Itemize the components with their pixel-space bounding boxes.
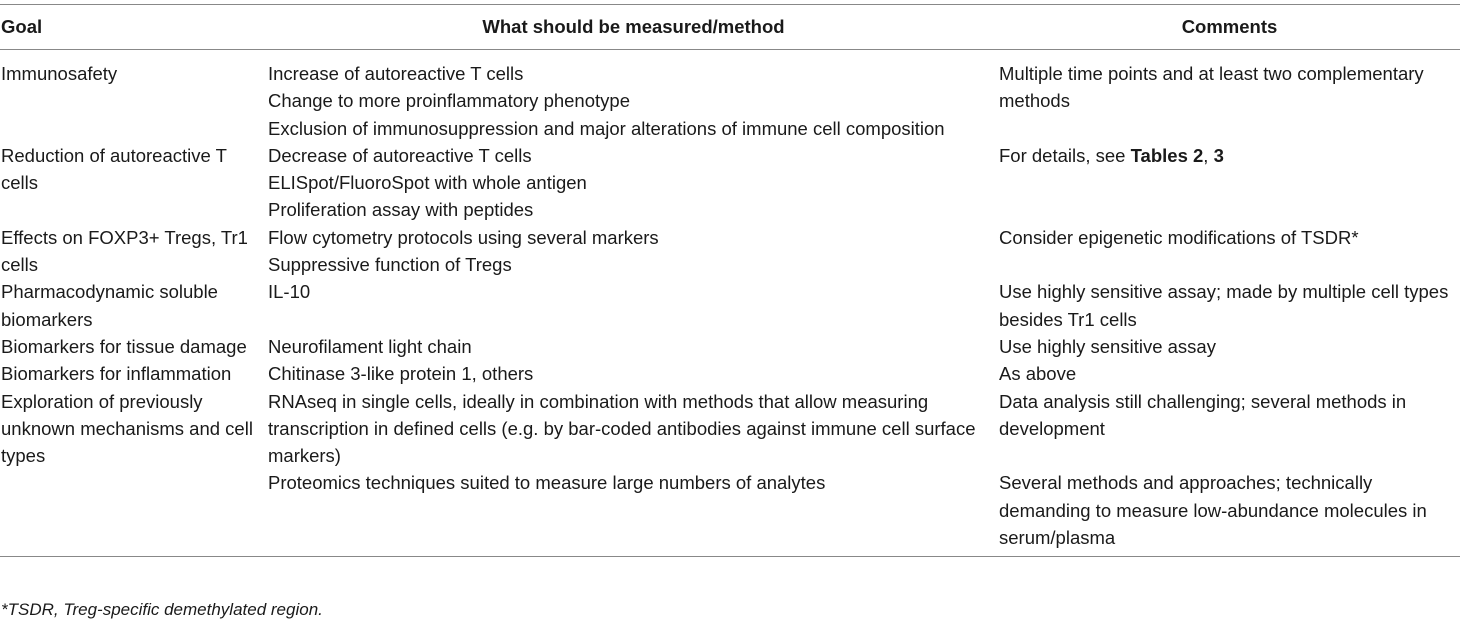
method-line: IL-10 <box>268 281 311 303</box>
method-line: Neurofilament light chain <box>268 335 472 357</box>
comment-cell: Consider epigenetic modifications of TSDR* <box>999 226 1359 248</box>
comment-cell: Multiple time points and at least two complementary methods <box>999 63 1424 112</box>
method-cell <box>268 50 999 142</box>
method-line: RNAseq in single cells, ideally in combination with methods that allow measuring transcription in defined cells (e.g. by bar-coded antibodies against immune cell surface markers) <box>268 390 976 467</box>
method-cell <box>268 333 999 360</box>
goal-cell: Reduction of autoreactive T cells <box>1 144 227 194</box>
goal-cell: Effects on FOXP3+ Tregs, Tr1 cells <box>1 226 248 276</box>
goal-cell <box>0 469 268 556</box>
table-reference-link[interactable]: 3 <box>1213 144 1224 166</box>
method-line: ELISpot/FluoroSpot with whole antigen <box>268 172 587 194</box>
method-line: Decrease of autoreactive T cells <box>268 144 532 166</box>
table-body <box>0 50 1460 557</box>
goal-cell: Pharmacodynamic soluble biomarkers <box>1 281 218 330</box>
header-row <box>0 5 1460 50</box>
method-line: Increase of autoreactive T cells <box>268 63 524 84</box>
table-footnote: *TSDR, Treg-specific demethylated region. <box>1 600 323 619</box>
method-cell <box>268 278 999 333</box>
table-reference-link[interactable]: Tables 2 <box>1130 144 1204 166</box>
table-row <box>0 469 1460 556</box>
goal-cell: Immunosafety <box>1 63 118 84</box>
method-line: Proliferation assay with peptides <box>268 199 534 221</box>
data-table <box>0 4 1460 557</box>
header-goal: Goal <box>0 5 268 50</box>
table-row <box>0 278 1460 333</box>
method-cell <box>268 224 999 279</box>
comment-cell: Several methods and approaches; technically demanding to measure low-abundance molecules in serum/plasma <box>999 472 1427 549</box>
comment-text: For details, see <box>999 144 1131 166</box>
table-row <box>0 333 1460 360</box>
goal-cell: Exploration of previously unknown mechanisms and cell types <box>1 390 253 467</box>
table-row <box>0 388 1460 470</box>
method-cell <box>268 469 999 556</box>
comment-separator: , <box>1203 144 1214 166</box>
comment-cell: Use highly sensitive assay <box>999 335 1216 357</box>
method-cell <box>268 142 999 224</box>
method-line: Chitinase 3-like protein 1, others <box>268 363 534 385</box>
comment-cell: As above <box>999 363 1077 385</box>
method-cell <box>268 388 999 470</box>
table-row <box>0 50 1460 142</box>
method-line: Change to more proinflammatory phenotype <box>268 90 630 112</box>
goal-cell: Biomarkers for inflammation <box>1 363 232 385</box>
goal-cell: Biomarkers for tissue damage <box>1 335 247 357</box>
comment-cell: Data analysis still challenging; several methods in development <box>999 390 1407 439</box>
table-header <box>0 5 1460 50</box>
table-row <box>0 224 1460 279</box>
comment-cell: Use highly sensitive assay; made by multiple cell types besides Tr1 cells <box>999 281 1449 330</box>
header-method: What should be measured/method <box>268 5 999 50</box>
header-comments: Comments <box>999 5 1460 50</box>
method-line: Flow cytometry protocols using several markers <box>268 226 659 248</box>
method-line: Suppressive function of Tregs <box>268 254 512 276</box>
comment-cell <box>999 142 1460 224</box>
table-row <box>0 142 1460 224</box>
method-line: Exclusion of immunosuppression and major alterations of immune cell composition <box>268 117 945 139</box>
method-cell <box>268 360 999 387</box>
method-line: Proteomics techniques suited to measure large numbers of analytes <box>268 472 826 494</box>
table-row <box>0 360 1460 387</box>
